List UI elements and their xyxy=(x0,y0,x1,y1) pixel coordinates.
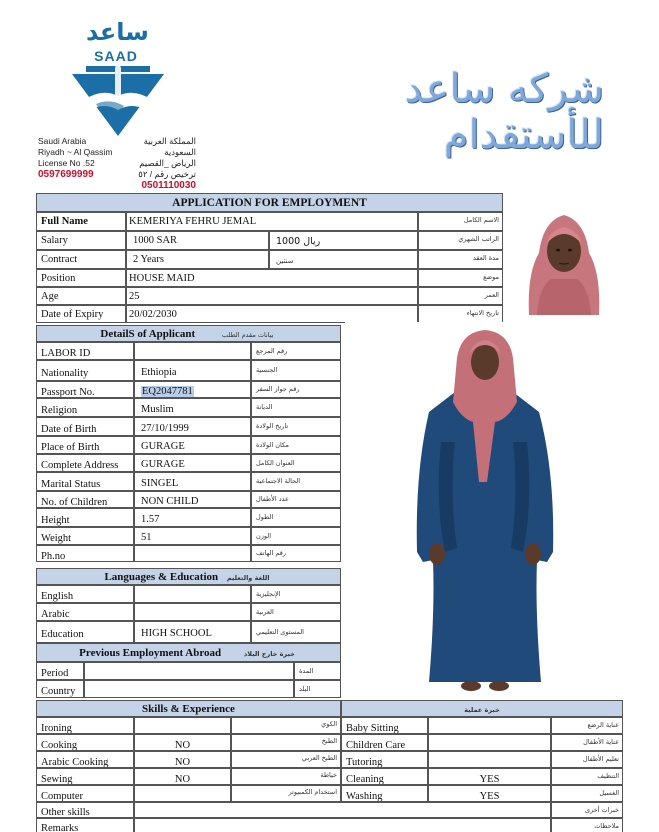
row-value-text: Muslim xyxy=(141,404,174,415)
top-row-label-ar: الراتب الشهري xyxy=(418,231,503,250)
skills-header-ar: خبرة عملية xyxy=(464,706,500,714)
row-label: LABOR ID xyxy=(36,342,134,360)
row-value xyxy=(134,491,251,508)
remarks-value xyxy=(134,818,551,832)
skill-value: YES xyxy=(428,768,551,785)
skill-value xyxy=(134,717,231,734)
row-label-ar: العربية xyxy=(251,603,341,621)
logo-country-en: Saudi Arabia xyxy=(38,136,87,146)
row-value xyxy=(84,680,294,698)
top-row-label: Position xyxy=(36,269,126,287)
skill-label: Cleaning xyxy=(341,768,428,785)
row-value xyxy=(134,436,251,454)
skill-value xyxy=(428,717,551,734)
top-row-extra xyxy=(269,231,418,250)
company-logo xyxy=(28,18,203,191)
row-label: Complete Address xyxy=(36,454,134,472)
row-label: Ph.no xyxy=(36,545,134,562)
skill-label-ar: الكوي xyxy=(231,717,341,734)
row-label: Weight xyxy=(36,527,134,545)
row-value xyxy=(134,508,251,527)
row-label-ar: رقم الهاتف xyxy=(251,545,341,562)
form-title: APPLICATION FOR EMPLOYMENT xyxy=(36,193,503,212)
top-row-label-ar: مدة العقد xyxy=(418,250,503,269)
skill-value: NO xyxy=(134,768,231,785)
row-value-text: 1.57 xyxy=(141,514,160,525)
top-row-extra xyxy=(269,250,418,269)
row-label: Date of Birth xyxy=(36,417,134,436)
top-row-value: HOUSE MAID xyxy=(126,269,418,287)
skill-value: NO xyxy=(134,734,231,751)
skill-label-ar: الغسيل xyxy=(551,785,623,802)
logo-contact-ar xyxy=(122,136,196,191)
top-row-label-ar: الاسم الكامل xyxy=(418,212,503,231)
skill-label-ar: تعليم الأطفال xyxy=(551,751,623,768)
skill-label-ar: استخدام الكمبيوتر xyxy=(231,785,341,802)
skill-value xyxy=(428,751,551,768)
row-value xyxy=(134,417,251,436)
applicant-full-body-photo xyxy=(345,322,623,698)
row-label: Height xyxy=(36,508,134,527)
languages-header-label: Languages & Education xyxy=(104,571,219,583)
skill-value xyxy=(428,734,551,751)
skill-label-ar: التنظيف xyxy=(551,768,623,785)
top-row-label-ar: موضع xyxy=(418,269,503,287)
row-label-ar: البلد xyxy=(294,680,341,698)
top-row-label: Contract xyxy=(36,250,126,269)
top-row-value: 1000 SAR xyxy=(126,231,269,250)
logo-country-ar: المملكة العربية السعودية xyxy=(143,136,196,157)
row-value-text: HIGH SCHOOL xyxy=(141,628,212,639)
row-value-text: 51 xyxy=(141,532,152,543)
row-value-text: GURAGE xyxy=(141,441,185,452)
logo-phone-right: 0501110030 xyxy=(141,180,196,191)
row-label: Period xyxy=(36,662,84,680)
row-value xyxy=(134,342,251,360)
row-label: Nationality xyxy=(36,360,134,381)
skill-value: NO xyxy=(134,751,231,768)
employment-header xyxy=(36,643,341,662)
row-value xyxy=(134,360,251,381)
row-value-text: Ethiopia xyxy=(141,367,177,378)
logo-city-ar: الرياض _القصيم xyxy=(139,158,196,168)
row-label-ar: المستوى التعليمي xyxy=(251,621,341,643)
top-row-extra-text: سنتين xyxy=(276,257,294,265)
top-row-value: 2 Years xyxy=(126,250,269,269)
skill-label: Baby Sitting xyxy=(341,717,428,734)
details-header xyxy=(36,325,341,342)
row-label-ar: الإنجليزية xyxy=(251,585,341,603)
languages-header-ar: اللغة والتعليم xyxy=(226,574,270,582)
logo-license-en: License No .52 xyxy=(38,158,95,168)
top-row-label: Date of Expiry xyxy=(36,305,126,323)
row-label-ar: المدة xyxy=(294,662,341,680)
skill-label-ar: الطبخ xyxy=(231,734,341,751)
remarks-label: Remarks xyxy=(36,818,134,832)
top-row-extra-text: 1000 ريال xyxy=(276,236,321,247)
other-skills-value xyxy=(134,802,551,818)
skill-label-ar: خياطة xyxy=(231,768,341,785)
row-value xyxy=(134,621,251,643)
top-row-label-ar: العمر xyxy=(418,287,503,305)
top-row-label-ar: تاريخ الانتهاء xyxy=(418,305,503,323)
row-label: Passport No. xyxy=(36,381,134,398)
row-label-ar: عدد الأطفال xyxy=(251,491,341,508)
applicant-headshot xyxy=(509,203,619,315)
row-label: Arabic xyxy=(36,603,134,621)
row-value-text: NON CHILD xyxy=(141,496,199,507)
top-row-label: Full Name xyxy=(36,212,126,231)
details-header-ar: بيانات مقدم الطلب xyxy=(221,331,274,339)
remarks-label-ar: ملاحظات xyxy=(551,818,623,832)
row-value-text: 27/10/1999 xyxy=(141,423,189,434)
skill-label: Arabic Cooking xyxy=(36,751,134,768)
skill-label: Computer xyxy=(36,785,134,802)
languages-header xyxy=(36,568,341,585)
logo-contact-en xyxy=(38,136,112,180)
skill-label: Ironing xyxy=(36,717,134,734)
skill-label: Children Care xyxy=(341,734,428,751)
logo-phone-left: 0597699999 xyxy=(38,169,94,180)
skill-label: Cooking xyxy=(36,734,134,751)
skill-value xyxy=(134,785,231,802)
row-label-ar: رقم جواز السفر xyxy=(251,381,341,398)
row-label: No. of Children xyxy=(36,491,134,508)
row-value xyxy=(134,545,251,562)
row-value xyxy=(134,585,251,603)
row-label: Religion xyxy=(36,398,134,417)
logo-license-ar: ترخيص رقم / ٥٢ xyxy=(138,169,196,179)
row-label-ar: مكان الولادة xyxy=(251,436,341,454)
row-label-ar: الوزن xyxy=(251,527,341,545)
top-row-value: 20/02/2030 xyxy=(126,305,418,323)
row-value xyxy=(134,454,251,472)
other-skills-label: Other skills xyxy=(36,802,134,818)
row-value xyxy=(84,662,294,680)
logo-arabic-name: ساعد xyxy=(86,18,149,46)
company-title-arabic: شركه ساعد للأستقدام xyxy=(404,66,604,158)
other-skills-label-ar: خبرات أخرى xyxy=(551,802,623,818)
logo-city-en: Riyadh ~ Al Qassim xyxy=(38,147,113,157)
skill-value: YES xyxy=(428,785,551,802)
top-row-label: Age xyxy=(36,287,126,305)
top-row-value: 25 xyxy=(126,287,418,305)
row-value xyxy=(134,398,251,417)
skill-label-ar: الطبخ العربي xyxy=(231,751,341,768)
row-label: Place of Birth xyxy=(36,436,134,454)
top-row-label: Salary xyxy=(36,231,126,250)
row-label-ar: الحالة الاجتماعية xyxy=(251,472,341,491)
row-label: Education xyxy=(36,621,134,643)
top-row-value: KEMERIYA FEHRU JEMAL xyxy=(126,212,418,231)
skills-header-ar-cell xyxy=(341,700,623,717)
row-label-ar: الديانة xyxy=(251,398,341,417)
row-label: English xyxy=(36,585,134,603)
handshake-icon xyxy=(66,66,170,136)
logo-name: SAAD xyxy=(94,48,138,64)
row-value xyxy=(134,603,251,621)
skill-label: Washing xyxy=(341,785,428,802)
row-value-text: GURAGE xyxy=(141,459,185,470)
employment-header-ar: خبرة خارج البلاد xyxy=(243,650,295,658)
row-label-ar: الجنسية xyxy=(251,360,341,381)
row-label-ar: تاريخ الولادة xyxy=(251,417,341,436)
skill-label-ar: عناية الأطفال xyxy=(551,734,623,751)
row-label-ar: العنوان الكامل xyxy=(251,454,341,472)
skills-header: Skills & Experience xyxy=(36,700,341,717)
row-value xyxy=(134,527,251,545)
row-value xyxy=(134,472,251,491)
row-label: Marital Status xyxy=(36,472,134,491)
row-value xyxy=(134,381,251,398)
row-label-ar: الطول xyxy=(251,508,341,527)
skill-label-ar: عناية الرضع xyxy=(551,717,623,734)
row-label-ar: رقم المرجع xyxy=(251,342,341,360)
row-value-text: SINGEL xyxy=(141,478,179,489)
row-label: Country xyxy=(36,680,84,698)
employment-header-label: Previous Employment Abroad xyxy=(79,647,222,659)
skill-label: Sewing xyxy=(36,768,134,785)
details-header-label: DetailS of Applicant xyxy=(100,328,196,340)
skill-label: Tutoring xyxy=(341,751,428,768)
row-value-text: EQ2047781 xyxy=(142,386,193,397)
